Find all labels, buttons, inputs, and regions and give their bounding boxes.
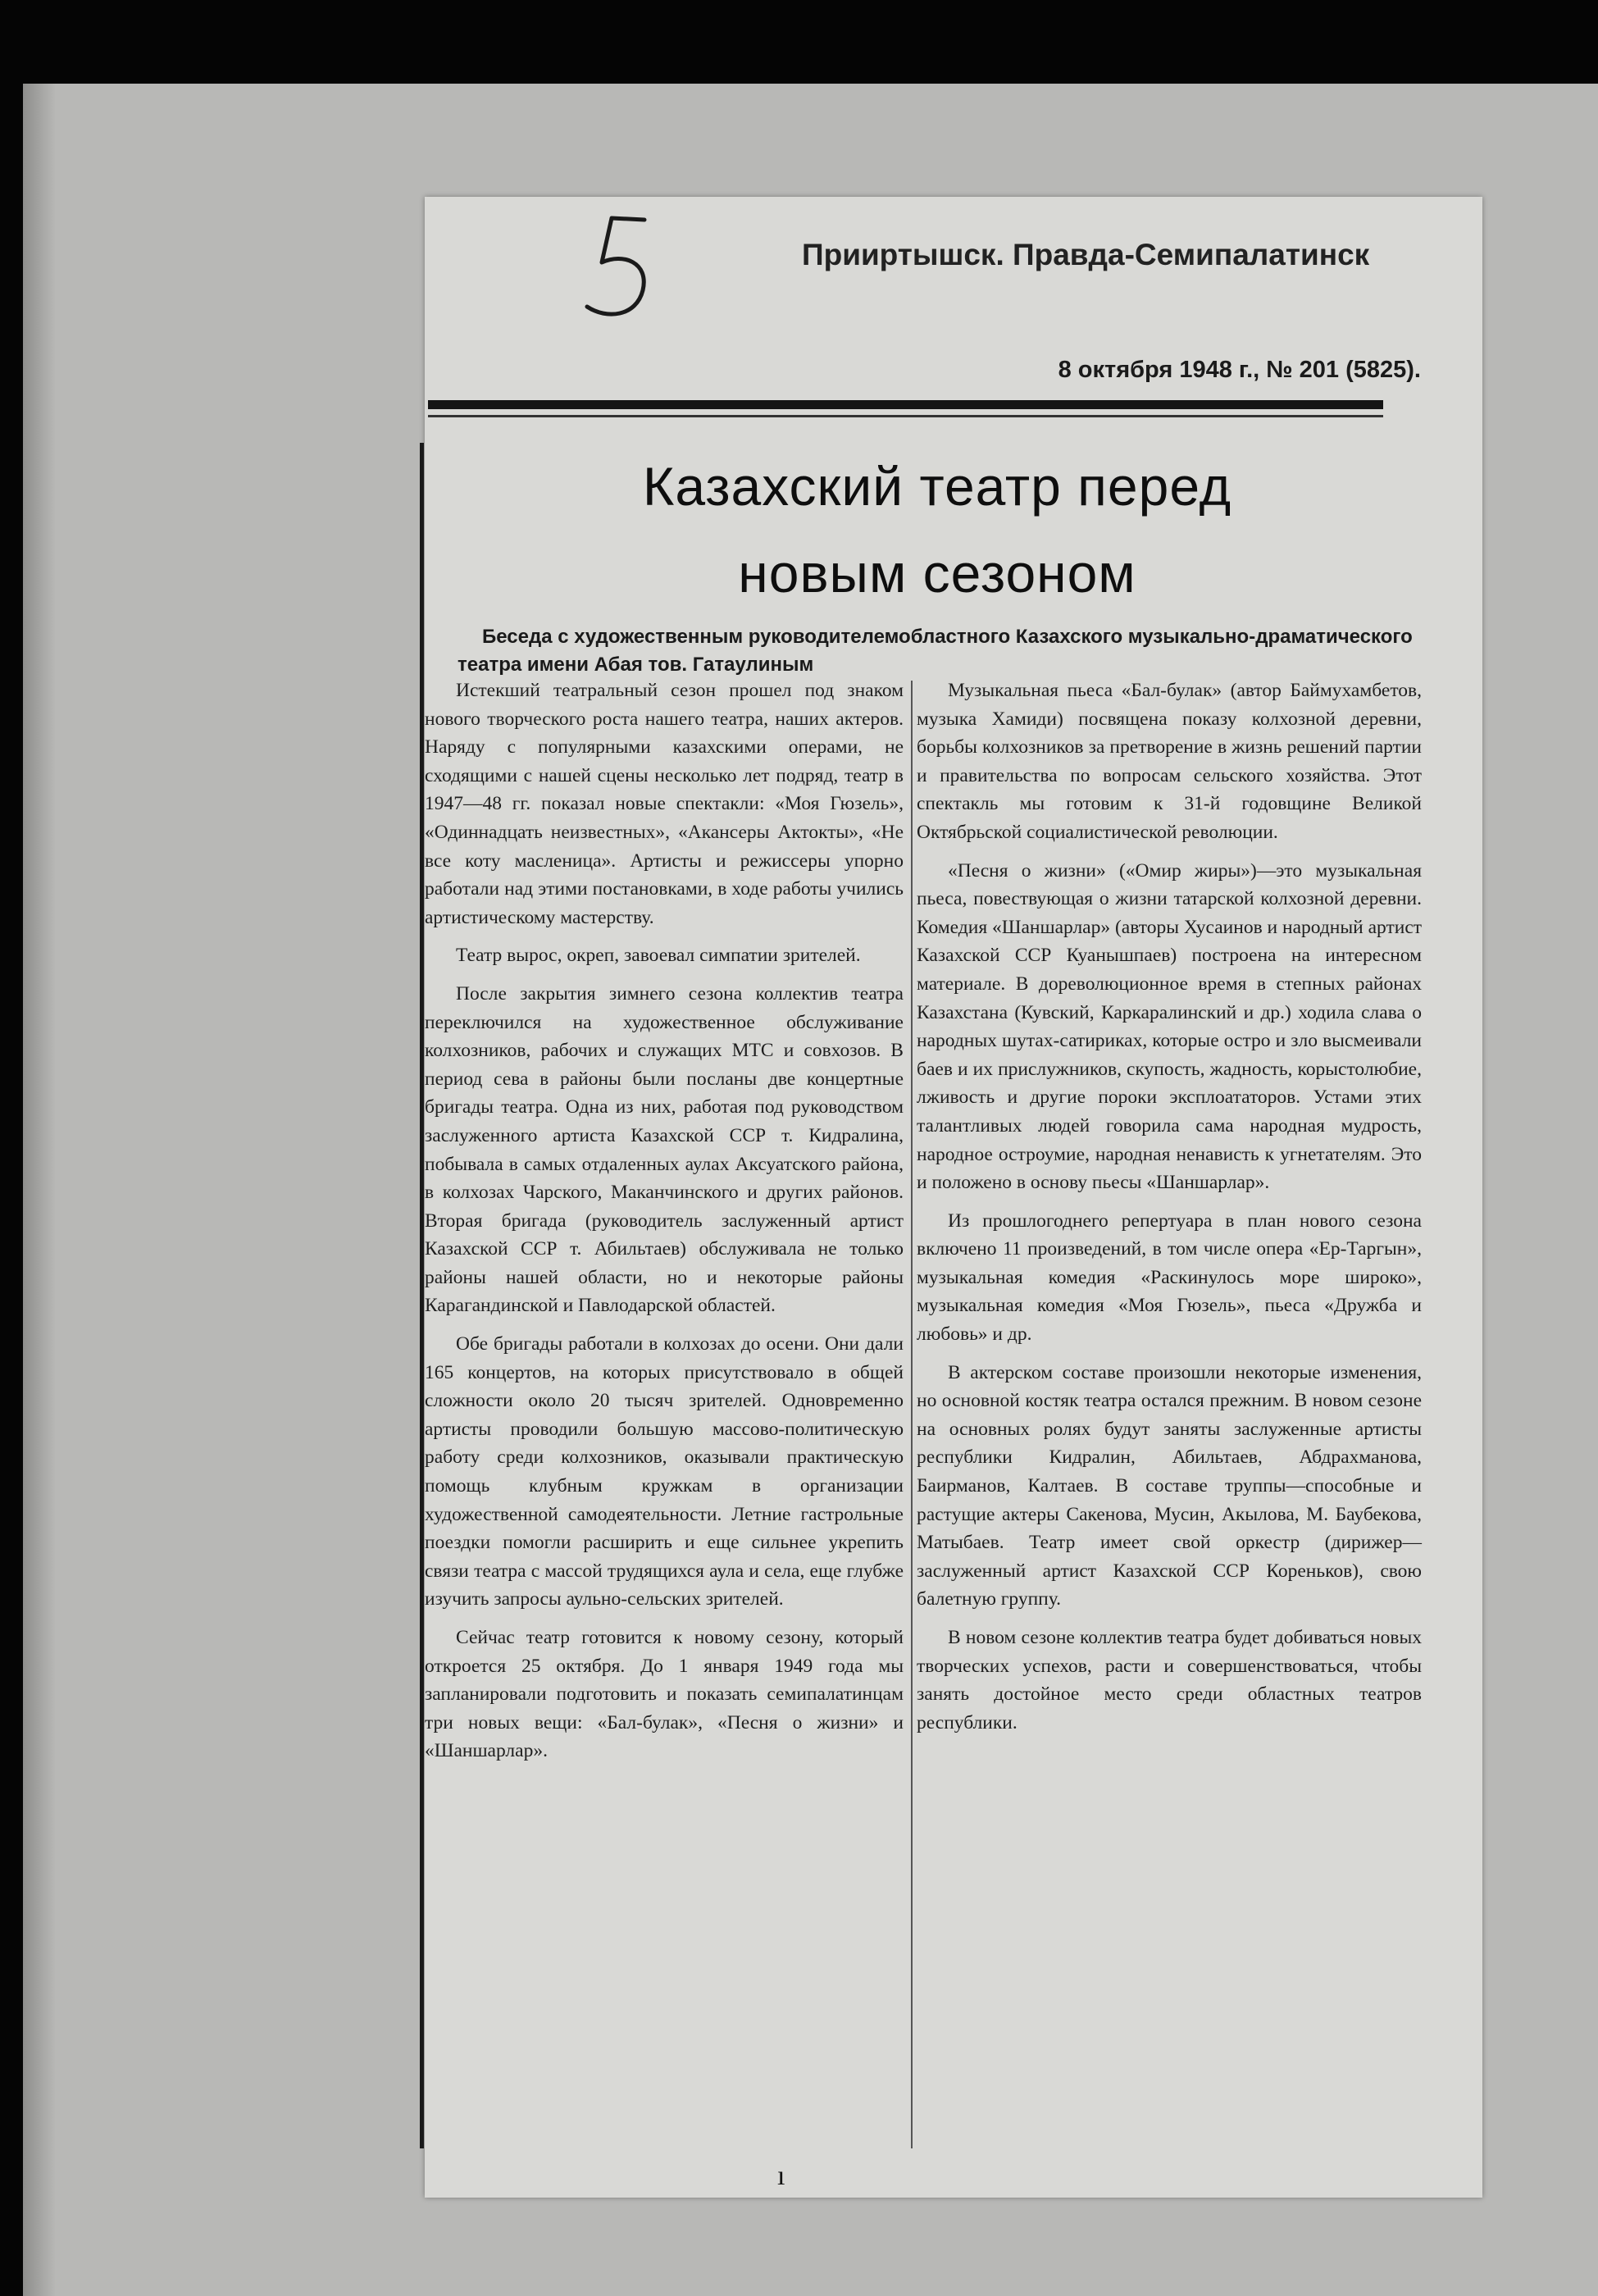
handwritten-folio-icon [548, 205, 671, 328]
headline-line-1: Казахский театр перед [642, 456, 1232, 517]
paragraph: Сейчас театр готовится к новому сезону, который откроется 25 октября. До 1 января 1949 года мы запланировали подготовить и показать семипалатинцам три новых вещи: «Бал-булак», «Песня о жизни» и «Шаншарлар». [425, 1627, 904, 1762]
article-column-left [425, 676, 904, 1775]
column-border-left [420, 443, 424, 2148]
end-mark-icon: ı [777, 2161, 785, 2191]
article-subheadline: Беседа с художественным руководителемобластного Казахского музыкально-драматического театра имени Абая тов. Гатаулиным [458, 626, 1413, 676]
paragraph: В актерском составе произошли некоторые изменения, но основной костяк театра остался прежним. В новом сезоне на основных ролях будут заняты заслуженные артисты республики Кидралин, Абильтаев, Абдрахманова, Баирманов, Калтаев. В составе труппы—способные и растущие актеры Сакенова, Мусин, Акылова, М. Баубекова, Матыбаев. Театр имеет свой оркестр (дирижер—заслуженный артист Казахской ССР Кореньков), свою балетную группу. [917, 1361, 1422, 1610]
column-divider [911, 681, 913, 2148]
paragraph: Музыкальная пьеса «Бал-булак» (автор Баймухамбетов, музыка Хамиди) посвящена показу колхозной деревни, борьбы колхозников за претворение в жизнь решений партии и правительства по вопросам сельского хозяйства. Этот спектакль мы готовим к 31-й годовщине Великой Октябрьской социалистической революции. [917, 680, 1422, 843]
header-rule-thin [428, 415, 1383, 417]
paragraph: Из прошлогоднего репертуара в план нового сезона включено 11 произведений, в том числе опера «Ер-Таргын», музыкальная комедия «Раскинулось море широко», музыкальная комедия «Моя Гюзель», пьеса «Дружба и любовь» и др. [917, 1210, 1422, 1346]
article-headline [474, 443, 1400, 617]
paragraph: «Песня о жизни» («Омир жиры»)—это музыкальная пьеса, повествующая о жизни татарской колхозной деревни. Комедия «Шаншарлар» (авторы Хусаинов и народный артист Казахской ССР Куанышпаев) построена на интересном материале. В дореволюционное время в степных районах Казахстана (Кувский, Каркаралинский и др.) ходила слава о народных шутах-сатириках, которые остро и зло высмеивали баев и их прислужников, скупость, жадность, корыстолюбие, лживость и другие пороки эксплоататоров. Устами этих талантливых людей говорила сама народная мудрость, народное остроумие, народная ненависть к угнетателям. Это и положено в основу пьесы «Шаншарлар». [917, 859, 1423, 1194]
paragraph: В новом сезоне коллектив театра будет добиваться новых творческих успехов, расти и совершенствоваться, чтобы занять достойное место среди областных театров республики. [917, 1627, 1422, 1733]
board-edge-shadow [23, 84, 56, 2296]
paragraph: Обе бригады работали в колхозах до осени. Они дали 165 концертов, на которых присутствовало в общей сложности около 20 тысяч зрителей. Одновременно артисты проводили большую массово-политическую работу среди колхозников, оказывали практическую помощь клубным кружкам в организации художественной самодеятельности. Летние гастрольные поездки помогли расширить и еще сильнее укрепить связи театра с массой трудящихся аула и села, еще глубже изучить запросы аульно-сельских зрителей. [425, 1333, 904, 1610]
issue-date: 8 октября 1948 г., № 201 (5825). [1058, 357, 1421, 383]
article-column-right [917, 676, 1422, 1747]
newspaper-source: Прииртышск. Правда-Семипалатинск [802, 238, 1370, 271]
paragraph: После закрытия зимнего сезона коллектив театра переключился на художественное обслуживание колхозников, рабочих и служащих МТС и совхозов. В период сева в районы были посланы две концертные бригады театра. Одна из них, работая под руководством заслуженного артиста Казахской ССР т. Кидралина, побывала в самых отдаленных аулах Аксуатского района, в колхозах Чарского, Маканчинского и других районов. Вторая бригада (руководитель заслуженный артист Казахской ССР т. Абильтаев) обслуживала не только районы нашей области, но и некоторые районы Карагандинской и Павлодарской областей. [425, 982, 904, 1317]
handwritten-page-number [548, 205, 671, 328]
paragraph: Театр вырос, окреп, завоевал симпатии зрителей. [456, 945, 861, 967]
paragraph: Истекший театральный сезон прошел под знаком нового творческого роста нашего театра, наших актеров. Наряду с популярными казахскими операми, не сходящими с нашей сцены несколько лет подряд, театр в 1947—48 гг. показал новые спектакли: «Моя Гюзель», «Одиннадцать неизвестных», «Акансеры Актокты», «Не все коту масленица». Артисты и режиссеры упорно работали над этими постановками, в ходе работы учились артистическому мастерству. [425, 680, 904, 928]
newspaper-clipping [425, 197, 1482, 2198]
headline-line-2: новым сезоном [738, 543, 1136, 604]
header-rule-thick [428, 400, 1383, 409]
